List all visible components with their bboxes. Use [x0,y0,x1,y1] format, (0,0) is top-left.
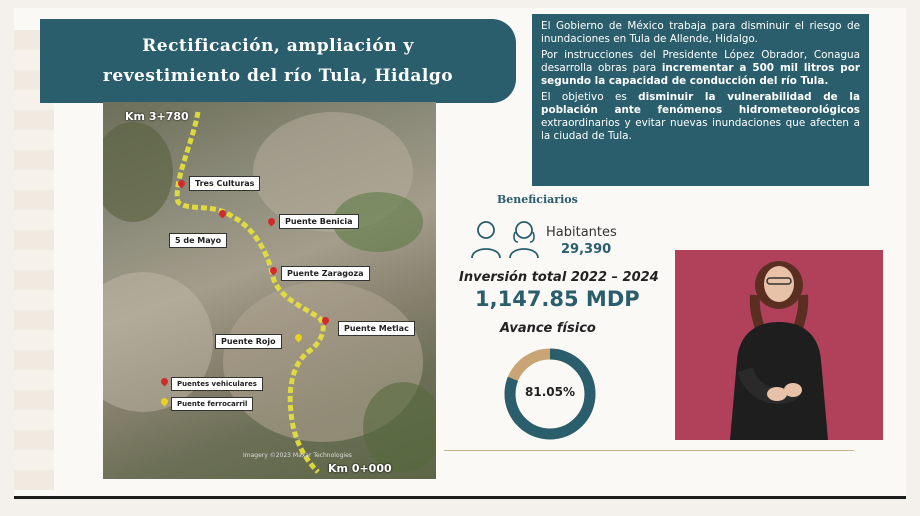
map-label-puente-metlac: Puente Metlac [338,321,415,336]
inversion-value: 1,147.85 MDP [475,287,640,311]
info-p2-highlight: incrementar a 500 mil litros por segundo la capacidad de conducción del río Tula. [541,62,860,87]
beneficiarios-title: Beneficiarios [497,193,578,206]
avance-value: 81.05% [525,385,575,399]
info-p2-text: Por instrucciones del Presidente López Obrador, Conagua desarrolla obras para [541,49,860,74]
map-attribution: Imagery ©2023 Maxar Technologies [243,452,352,459]
habitantes-value: 29,390 [561,242,612,257]
people-icon [468,218,548,260]
inversion-label: Inversión total 2022 – 2024 [459,270,659,285]
divider-line [444,450,854,451]
info-p3-highlight: disminuir la vulnerabilidad de la población ante fenómenos hidrometeorológicos [541,91,860,116]
map-legend-puente-ferrocarril: Puente ferrocarril [171,397,253,411]
info-paragraph-3 [541,91,860,143]
km-end-label: Km 0+000 [328,462,392,475]
sign-language-interpreter-video [675,250,883,440]
info-p3-text: El objetivo es [541,91,639,103]
title-line-2: revestimiento del río Tula, Hidalgo [102,66,454,86]
map-label-5-de-mayo: 5 de Mayo [169,233,227,248]
info-panel [532,14,869,186]
km-start-label: Km 3+780 [125,110,189,123]
river-route [103,102,436,479]
bottom-rule [14,496,906,499]
slide-title [40,19,516,103]
info-p3-end: extraordinarios y evitar nuevas inundaciones que afecten a la ciudad de Tula. [541,117,860,142]
info-paragraph-2 [541,49,860,88]
map-legend-puentes-vehiculares: Puentes vehiculares [171,377,263,391]
info-paragraph-1: El Gobierno de México trabaja para disminuir el riesgo de inundaciones en Tula de Allende, Hidalgo. [541,20,860,45]
satellite-map [103,102,436,479]
interpreter-figure [675,250,883,440]
title-line-1: Rectificación, ampliación y [142,36,414,56]
map-label-tres-culturas: Tres Culturas [189,176,260,191]
map-label-puente-benicia: Puente Benicia [279,214,359,229]
map-label-puente-rojo: Puente Rojo [215,334,282,349]
map-label-puente-zaragoza: Puente Zaragoza [281,266,370,281]
habitantes-label: Habitantes [546,225,617,240]
avance-label: Avance físico [500,321,596,336]
